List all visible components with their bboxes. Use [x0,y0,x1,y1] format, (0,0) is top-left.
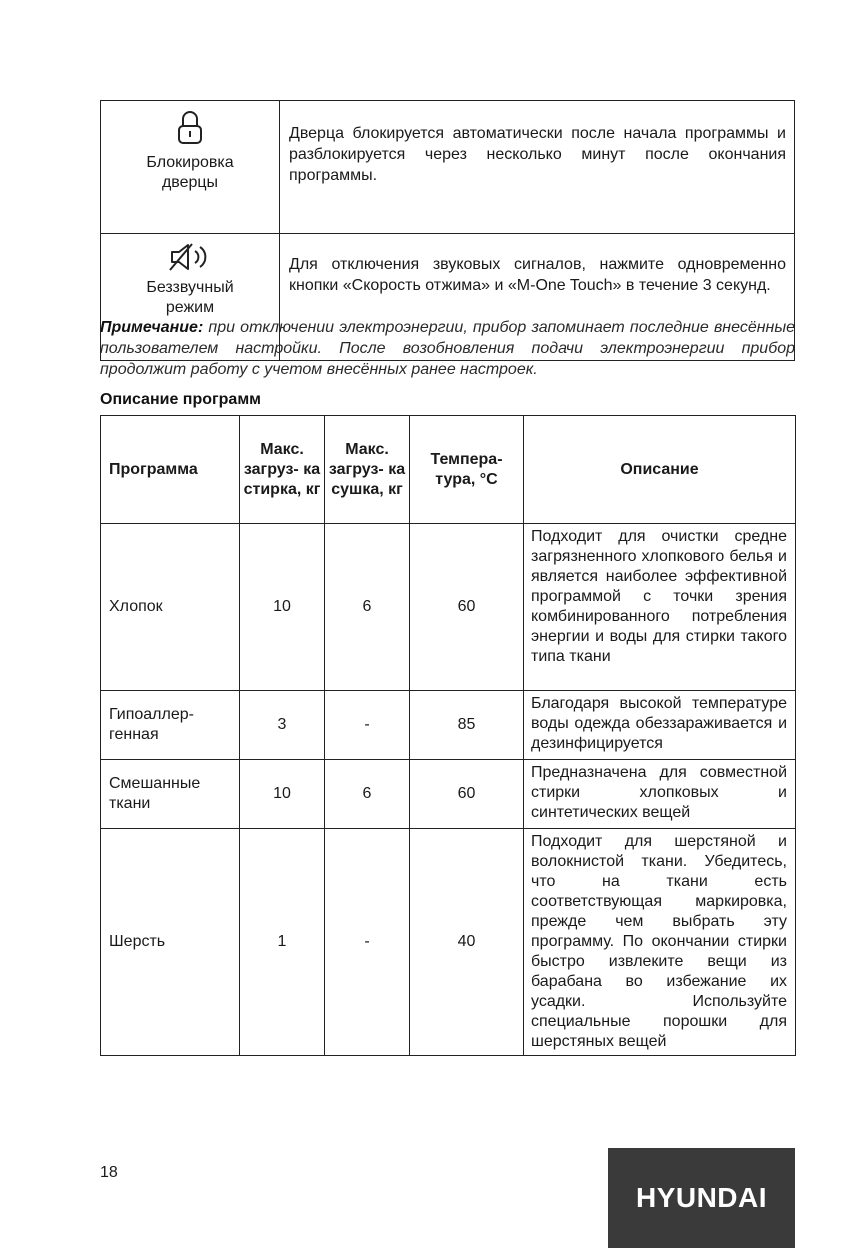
note-paragraph [100,317,795,380]
table-row [101,524,796,691]
brand-logo: HYUNDAI [608,1148,795,1248]
note-label: Примечание: [100,319,204,336]
column-header-max-dry: Макс. загруз- ка сушка, кг [325,416,410,524]
max-dry-load: 6 [325,524,410,691]
program-name: Гипоаллер- генная [101,691,240,760]
table-header-row [101,416,796,524]
feature-row-door-lock [101,101,795,234]
max-dry-load: 6 [325,760,410,829]
section-title: Описание программ [100,391,261,408]
note-text: при отключении электроэнергии, прибор запоминает последние внесённые пользователем настройки. После возобновления подачи электроэнергии прибор продолжит работу с учетом внесённых ранее настроек. [100,319,795,378]
program-name: Хлопок [101,524,240,691]
feature-label: Беззвучный режим [146,279,234,316]
temperature: 60 [410,524,524,691]
feature-description: Дверца блокируется автоматически после начала программы и разблокируется через несколько минут после окончания программы. [280,101,795,234]
program-description: Предназначена для совместной стирки хлопковых и синтетических вещей [524,760,796,829]
max-wash-load: 10 [240,524,325,691]
column-header-description: Описание [524,416,796,524]
padlock-icon [175,109,205,147]
max-wash-load: 1 [240,829,325,1056]
table-row [101,829,796,1056]
muted-speaker-icon [168,242,212,272]
program-name: Шерсть [101,829,240,1056]
max-wash-load: 3 [240,691,325,760]
table-row [101,691,796,760]
table-row [101,760,796,829]
program-description: Подходит для очистки средне загрязненного хлопкового белья и является наиболее эффективной программой с точки зрения комбинированного потребления энергии и воды для стирки такого типа ткани [524,524,796,691]
max-dry-load: - [325,829,410,1056]
temperature: 85 [410,691,524,760]
temperature: 60 [410,760,524,829]
max-dry-load: - [325,691,410,760]
column-header-program: Программа [101,416,240,524]
program-name: Смешанные ткани [101,760,240,829]
program-description: Подходит для шерстяной и волокнистой ткани. Убедитесь, что на ткани есть соответствующая маркировка, прежде чем выбрать эту программу. По окончании стирки быстро извлеките вещи из барабана во избежание их усадки. Используйте специальные порошки для шерстяных вещей [524,829,796,1056]
max-wash-load: 10 [240,760,325,829]
program-description: Благодаря высокой температуре воды одежда обеззараживается и дезинфицируется [524,691,796,760]
column-header-max-wash: Макс. загруз- ка стирка, кг [240,416,325,524]
temperature: 40 [410,829,524,1056]
column-header-temperature: Темпера- тура, °С [410,416,524,524]
feature-description: Для отключения звуковых сигналов, нажмите одновременно кнопки «Скорость отжима» и «M-One Touch» в течение 3 секунд. [280,234,795,361]
programs-table [100,415,796,1056]
feature-label: Блокировка дверцы [146,154,234,191]
feature-icon-cell [101,101,280,234]
page-number: 18 [100,1164,118,1181]
